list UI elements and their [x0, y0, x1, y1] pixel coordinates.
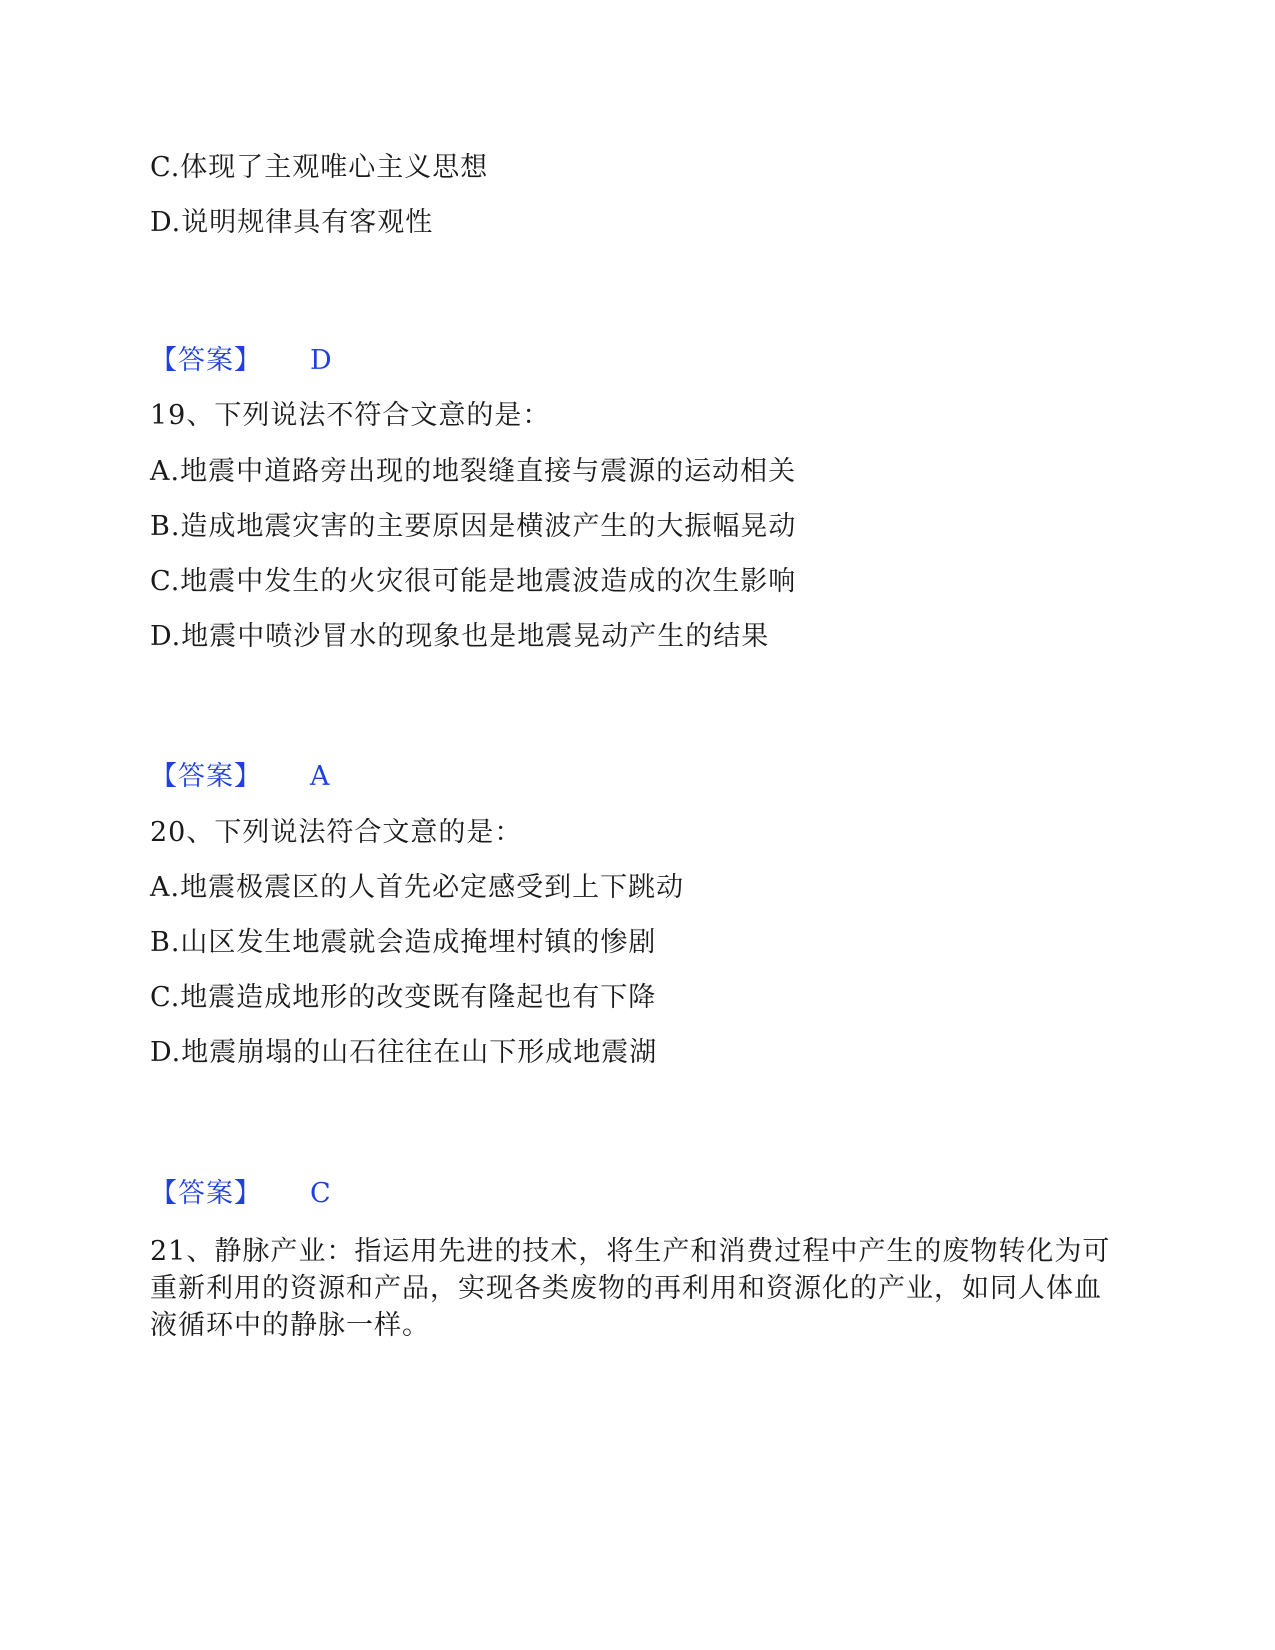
answer-label: 【答案】 [150, 1178, 262, 1209]
q19-option-c: C.地震中发生的火灾很可能是地震波造成的次生影响 [150, 566, 797, 597]
q20-question: 20、下列说法符合文意的是： [150, 817, 523, 848]
answer-label: 【答案】 [150, 345, 262, 376]
q20-option-b: B.山区发生地震就会造成掩埋村镇的惨剧 [150, 927, 657, 958]
q21-paragraph: 21、静脉产业：指运用先进的技术，将生产和消费过程中产生的废物转化为可重新利用的资源和产品，实现各类废物的再利用和资源化的产业，如同人体血液循环中的静脉一样。 [150, 1236, 1111, 1341]
answer-value: C [310, 1178, 331, 1209]
q19-question: 19、下列说法不符合文意的是： [150, 400, 551, 431]
q19-option-d: D.地震中喷沙冒水的现象也是地震晃动产生的结果 [150, 621, 770, 652]
q20-answer [150, 1178, 331, 1210]
q19-answer [150, 761, 330, 793]
answer-value: D [310, 345, 332, 376]
q18-option-d: D.说明规律具有客观性 [150, 207, 434, 238]
q19-option-a: A.地震中道路旁出现的地裂缝直接与震源的运动相关 [150, 456, 797, 487]
q18-option-c: C.体现了主观唯心主义思想 [150, 152, 489, 183]
q19-option-b: B.造成地震灾害的主要原因是横波产生的大振幅晃动 [150, 511, 797, 542]
answer-label: 【答案】 [150, 761, 262, 792]
q20-option-c: C.地震造成地形的改变既有隆起也有下降 [150, 982, 657, 1013]
q18-answer [150, 345, 332, 377]
q20-option-d: D.地震崩塌的山石往往在山下形成地震湖 [150, 1037, 658, 1068]
q20-option-a: A.地震极震区的人首先必定感受到上下跳动 [150, 872, 685, 903]
answer-value: A [310, 761, 330, 792]
